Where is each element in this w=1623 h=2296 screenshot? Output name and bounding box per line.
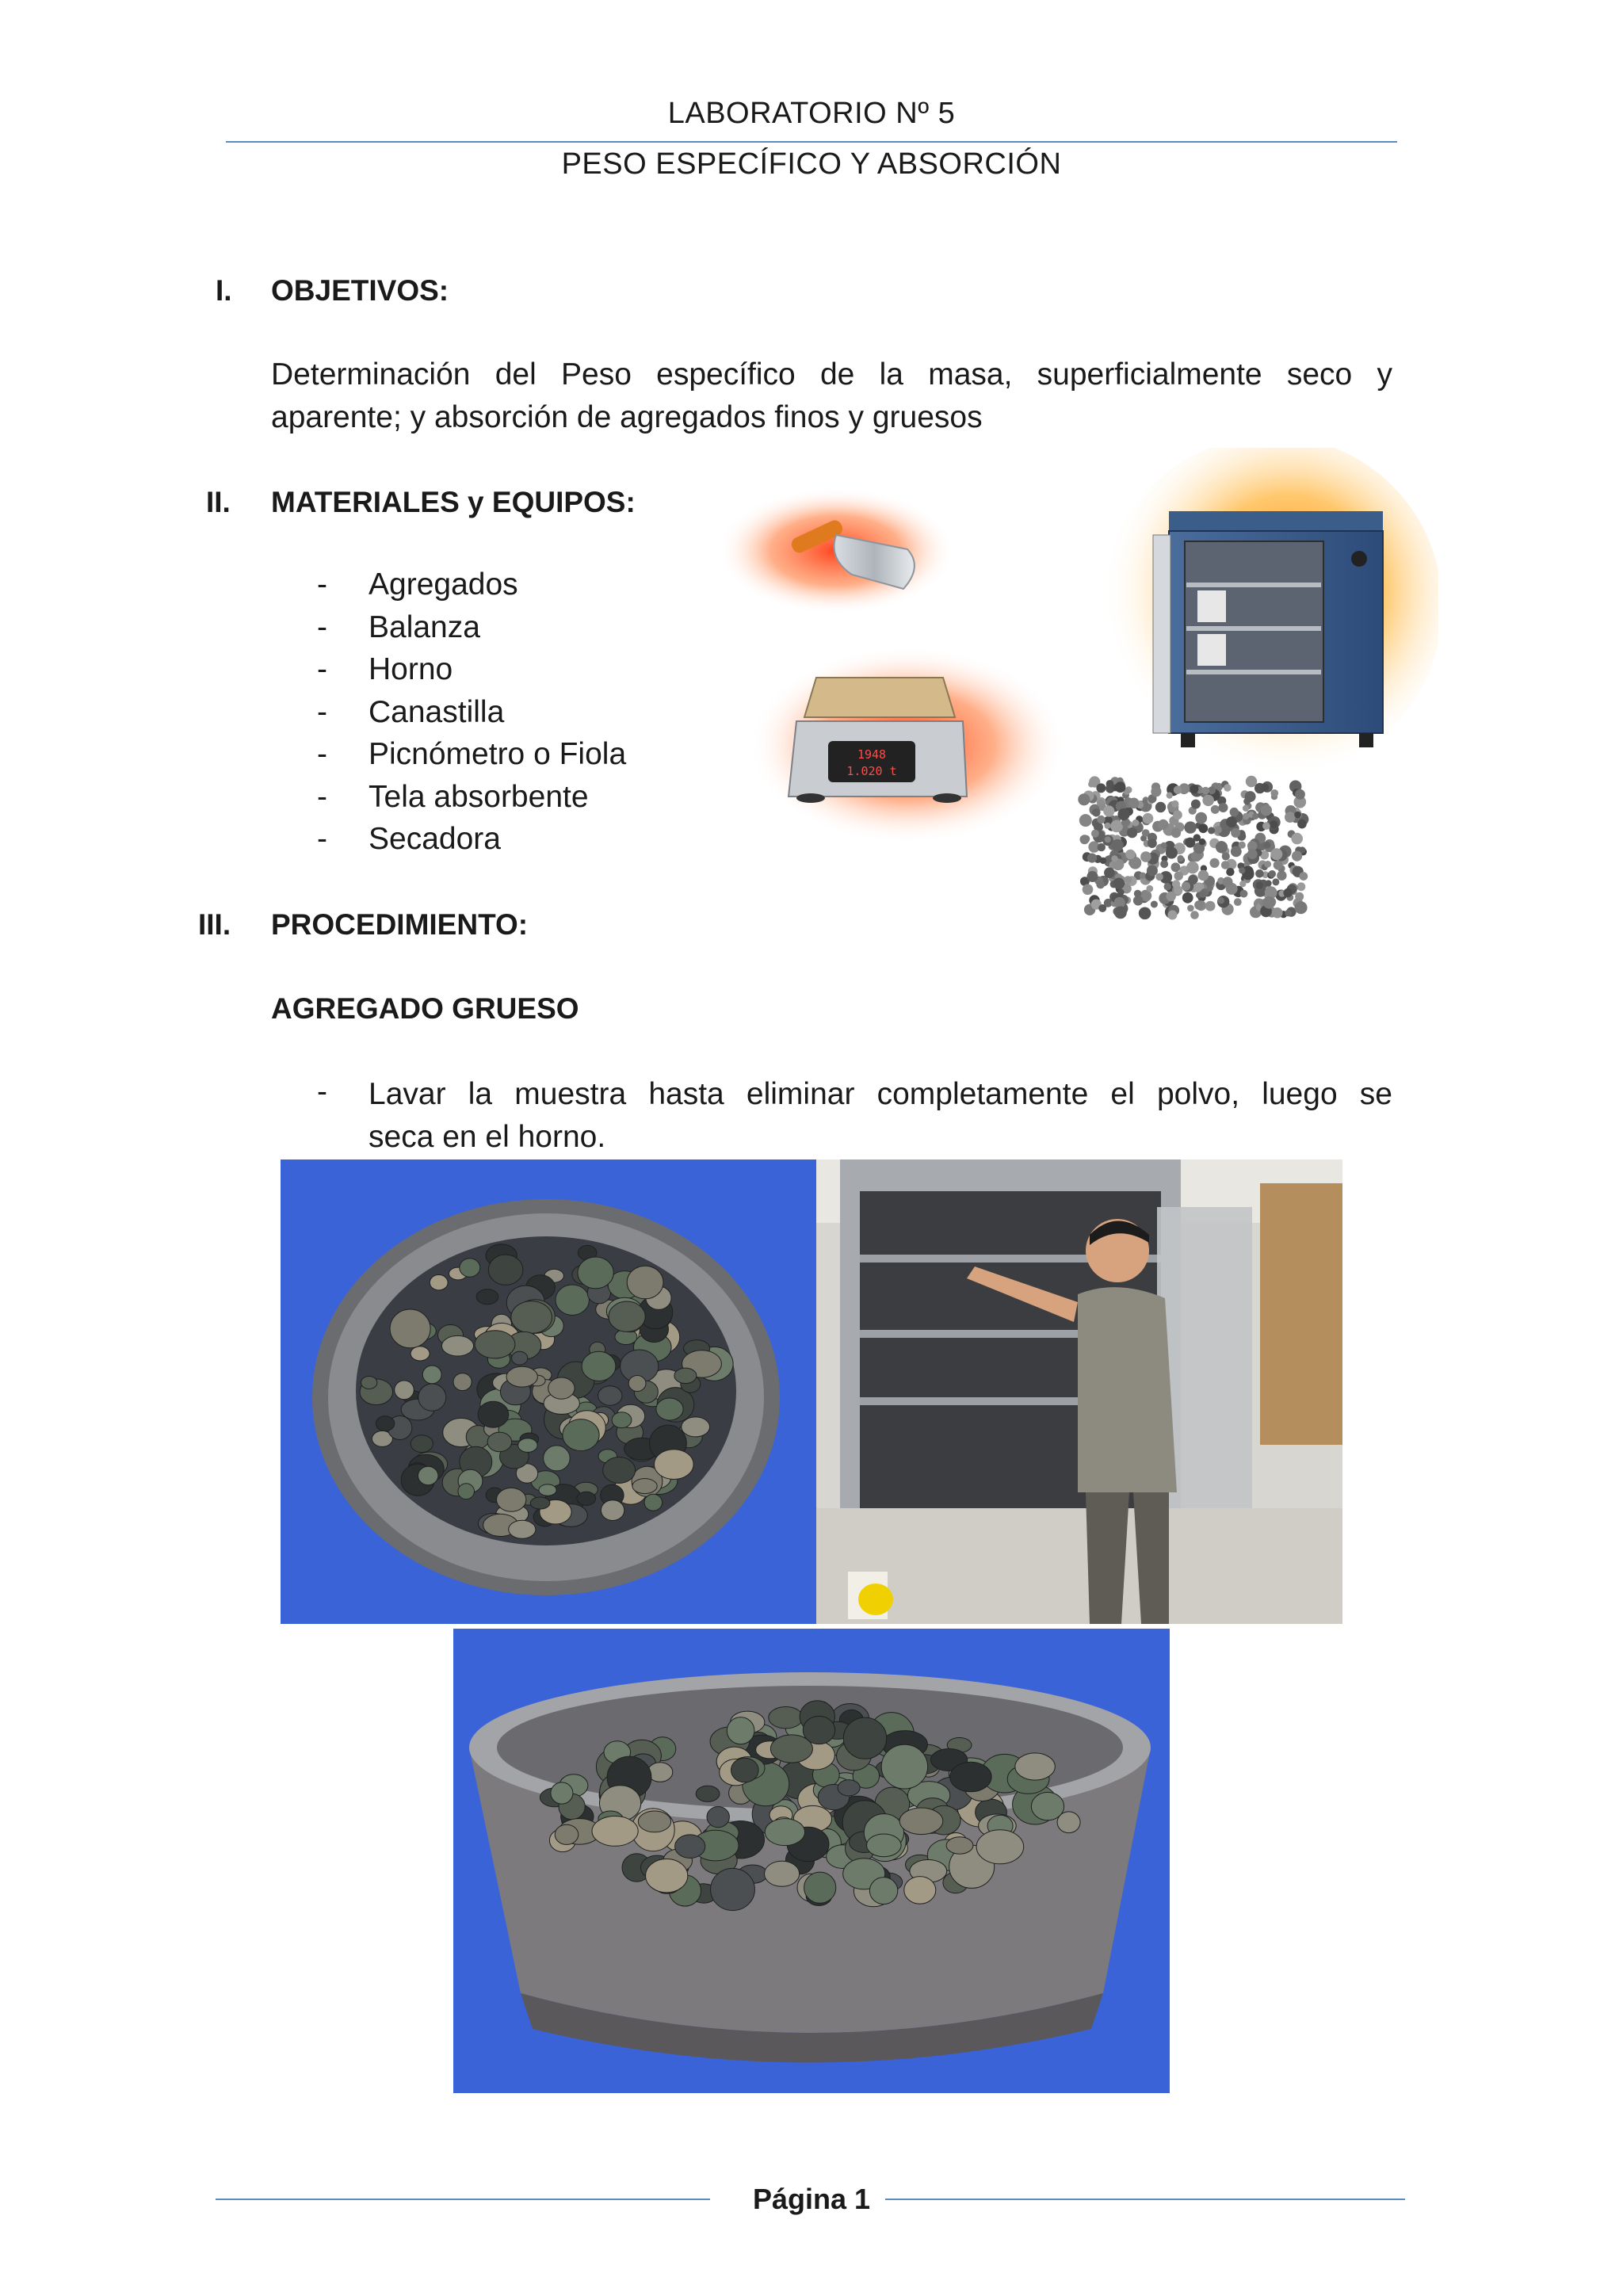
gravel-grain [1148,839,1157,848]
gravel-grain [1297,882,1306,891]
stone [904,1877,936,1904]
objetivos-text [271,353,1392,439]
gravel-grain [1199,890,1207,898]
stone [946,1837,973,1854]
stone [418,1466,438,1484]
gravel-grain [1230,808,1239,816]
gravel-grain [1132,819,1140,827]
material-dash: - [317,737,327,771]
gravel-grain [1243,805,1249,812]
photo-saturated-aggregate [453,1629,1170,2093]
gravel-grain [1088,781,1094,788]
stone [430,1275,448,1290]
gravel-grain [1255,869,1264,878]
material-item: Picnómetro o Fiola [369,737,627,771]
gravel-grain [1297,819,1307,829]
gravel-grain [1190,911,1199,919]
stone [765,1819,804,1846]
gravel-grain [1271,789,1279,797]
scale-illustration [749,646,1066,844]
gravel-grain [1294,812,1301,819]
stone [376,1416,394,1431]
gravel-grain [1226,868,1234,876]
stone [453,1373,472,1391]
stone [707,1807,729,1828]
header-divider [226,141,1397,143]
material-dash: - [317,610,327,644]
gravel-grain [1079,814,1092,827]
material-dash: - [317,695,327,729]
gravel-grain [1096,881,1105,889]
scale-display-bottom: 1.020 t [846,764,897,778]
gravel-grain [1078,793,1090,805]
stone [441,1335,473,1356]
gravel-grain [1117,808,1129,820]
material-dash: - [317,652,327,686]
gravel-grain [1161,842,1167,849]
section-title-procedimiento: PROCEDIMIENTO: [271,908,529,941]
gravel-grain [1234,898,1242,906]
gravel-grain [1214,826,1222,834]
stone [512,1351,528,1365]
stone [563,1419,599,1451]
gravel-grain [1210,858,1220,868]
stone [612,1412,632,1428]
stone [395,1381,414,1400]
stone [582,1351,616,1381]
stone [867,1834,902,1857]
gravel-grain [1104,867,1115,878]
objetivos-line-1: Determinación del Peso específico de la masa, superficialmente seco y [271,357,1392,392]
stone [638,1811,670,1832]
gravel-grain [1140,851,1151,862]
gravel-grain [1113,878,1125,890]
gravel-grain [1208,827,1215,834]
gravel-grain [1177,855,1183,861]
stone [727,1717,754,1744]
stone [950,1762,991,1792]
gravel-grain [1274,861,1283,870]
gravel-grain [1111,855,1117,861]
gravel-grain [1128,798,1140,809]
gravel-grain [1202,787,1210,795]
gravel-grain [1146,885,1153,892]
stone [976,1830,1024,1864]
step-1-line-2: seca en el horno. [369,1120,606,1154]
gravel-grain [1080,835,1090,844]
gravel-grain [1151,901,1158,908]
gravel-grain [1160,860,1168,868]
gravel-grain [1187,905,1194,912]
stone [556,1285,589,1315]
stone [869,1878,897,1904]
gravel-grain [1245,791,1256,802]
stone [530,1497,550,1509]
gravel-grain [1167,793,1173,799]
stone [1015,1753,1055,1780]
stone [656,1398,683,1420]
gravel-grain [1221,861,1230,869]
gravel-grain [1195,812,1207,824]
equipment-illustrations [725,448,1438,939]
material-item: Agregados [369,567,518,602]
gravel-grain [1124,876,1132,884]
material-item: Secadora [369,822,501,856]
gravel-grain [1173,810,1182,819]
stone [548,1377,575,1399]
gravel-grain [1211,805,1220,814]
stone [644,1494,663,1511]
gravel-grain [1110,820,1123,833]
gravel-grain [1158,819,1168,830]
gravel-grain [1190,785,1198,793]
stone [646,1859,688,1893]
gravel-grain [1246,776,1257,787]
material-dash: - [317,567,327,602]
gravel-grain [1285,910,1292,917]
stone [881,1744,927,1789]
gravel-grain [1186,861,1199,874]
material-item: Horno [369,652,453,686]
gravel-grain [1098,843,1106,851]
stone [603,1457,636,1484]
gravel-grain [1105,823,1111,829]
stone [632,1479,657,1494]
gravel-grain [1264,861,1271,868]
gravel-grain [1166,847,1178,859]
gravel-grain [1140,873,1146,879]
stone [487,1432,512,1452]
gravel-grain [1239,867,1245,873]
stone [422,1366,441,1384]
photo-washed-aggregate [281,1159,816,1624]
objetivos-line-2: aparente; y absorción de agregados finos y gruesos [271,400,983,434]
gravel-grain [1224,784,1231,791]
gravel-grain [1147,865,1158,877]
gravel-grain [1105,836,1111,842]
photo-oven-drying [816,1159,1342,1624]
gravel-grain [1261,804,1272,816]
gravel-grain [1285,812,1296,823]
scoop-illustration [725,487,955,614]
gravel-grain [1223,877,1233,887]
stone [361,1377,377,1389]
stone [769,1707,803,1729]
gravel-grain [1191,800,1201,809]
gravel-grain [1261,784,1269,792]
stone [578,1257,613,1289]
gravel-grain [1270,820,1277,828]
gravel-grain [1182,892,1193,904]
gravel-grain [1272,907,1282,918]
material-item: Balanza [369,610,480,644]
gravel-grain [1171,828,1181,838]
stone [544,1446,571,1471]
stone [609,1301,645,1331]
gravel-grain [1222,852,1230,860]
gravel-grain [1226,816,1237,827]
gravel-grain [1231,846,1242,858]
stone [843,1717,886,1759]
section-number-objetivos: I. [216,274,232,307]
gravel-grain [1263,842,1270,849]
material-dash: - [317,822,327,856]
gravel-grain [1155,873,1163,881]
gravel-grain [1171,862,1181,872]
gravel-grain [1164,883,1171,890]
stone [627,1266,663,1299]
gravel-grain [1111,839,1123,851]
gravel-grain [1269,870,1276,877]
gravel-grain [1114,907,1127,919]
gravel-grain [1087,854,1097,863]
stone [628,1376,646,1392]
section-title-objetivos: OBJETIVOS: [271,274,449,307]
gravel-grain [1155,802,1166,812]
gravel-grain [1103,805,1114,816]
stone [475,1331,515,1358]
material-item: Tela absorbente [369,780,589,814]
stone [478,1401,509,1427]
stone [551,1782,573,1804]
section-title-materiales: MATERIALES y EQUIPOS: [271,486,636,518]
stone [390,1309,430,1348]
stone [577,1492,596,1505]
gravel-grain [1270,848,1282,860]
gravel-grain [1262,822,1270,830]
oven-illustration [1102,448,1438,777]
stone [598,1386,622,1405]
gravel-grain [1151,786,1161,797]
gravel-grain [1091,830,1099,838]
stone [555,1824,579,1844]
gravel-grain [1198,870,1209,881]
gravel-grain [1291,833,1303,845]
gravel-grain [1188,875,1197,884]
gravel-grain [1115,781,1126,793]
gravel-grain [1247,849,1258,859]
gravel-grain [1283,888,1292,897]
gravel-grain [1202,795,1214,807]
gravel-grain [1167,911,1177,920]
stone [803,1716,834,1744]
gravel-grain [1219,803,1228,812]
lab-subtitle: PESO ESPECÍFICO Y ABSORCIÓN [561,147,1062,181]
stone [511,1301,552,1334]
gravel-grain [1127,827,1137,838]
stone [497,1488,526,1511]
scale-display-top: 1948 [857,747,887,762]
gravel-grain [1292,851,1302,861]
gravel-grain [1174,786,1182,795]
gravel-grain [1263,896,1276,909]
gravel-grain [1174,886,1182,895]
stone [411,1435,433,1453]
stone [675,1835,705,1859]
gravel-grain [1198,823,1208,833]
stone [711,1868,755,1910]
material-dash: - [317,780,327,814]
subsection-title-agregado-grueso: AGREGADO GRUESO [271,992,579,1025]
gravel-grain [1295,789,1305,800]
stone [682,1417,710,1437]
stone [518,1438,537,1453]
lab-title: LABORATORIO Nº 5 [667,97,956,130]
page-number: Página 1 [752,2183,871,2215]
gravel-grain [1143,813,1154,824]
gravel-grain [1097,816,1105,823]
gravel-grain [1182,882,1190,891]
stone [1031,1792,1064,1820]
stone [838,1780,860,1796]
stone [601,1500,624,1521]
gravel-grain [1216,841,1228,853]
stone [655,1450,694,1480]
stone [696,1786,720,1801]
gravel-grain [1087,871,1098,882]
stone [539,1484,556,1496]
gravel-grain [1139,907,1151,920]
gravel-grain [1199,839,1205,845]
step-dash: - [317,1075,327,1109]
stone [411,1347,430,1361]
gravel-grain [1092,808,1101,817]
gravel-grain [1134,890,1142,898]
gravel-grain [1266,880,1272,886]
stone [488,1255,523,1285]
stone [674,1368,697,1383]
gravel-grain [1240,890,1248,898]
step-1-line-1: Lavar la muestra hasta eliminar completamente el polvo, luego se [369,1077,1392,1111]
stone [899,1808,943,1835]
stone [418,1384,446,1411]
gravel-grain [1098,904,1106,912]
gravel-grain [1218,897,1224,904]
stone [765,1861,800,1886]
stone [458,1484,475,1499]
gravel-grain [1125,850,1135,859]
gravel-grain [1171,800,1178,808]
stone [476,1289,498,1305]
gravel-grain [1205,901,1216,911]
gravel-grain [1239,881,1246,887]
gravel-grain [1100,858,1106,864]
gravel-grain [1256,881,1264,889]
gravel-grain [1272,878,1279,885]
stone [731,1758,759,1782]
gravel-grain [1106,780,1114,788]
section-number-procedimiento: III. [198,908,231,941]
gravel-grain [1083,884,1094,896]
gravel-grain [1295,901,1308,914]
gravel-grain [1184,821,1196,833]
gravel-grain [1174,872,1183,881]
step-1-text [369,1073,1392,1159]
aggregate-illustration [1078,776,1308,920]
gravel-grain [1096,783,1106,793]
stone [509,1520,536,1538]
material-item: Canastilla [369,695,505,729]
stone [804,1872,836,1903]
gravel-grain [1231,828,1240,838]
gravel-grain [1194,900,1204,910]
stone [460,1259,480,1277]
section-number-materiales: II. [206,486,231,518]
stone [506,1366,537,1387]
gravel-grain [1299,872,1308,881]
stone [592,1817,638,1847]
